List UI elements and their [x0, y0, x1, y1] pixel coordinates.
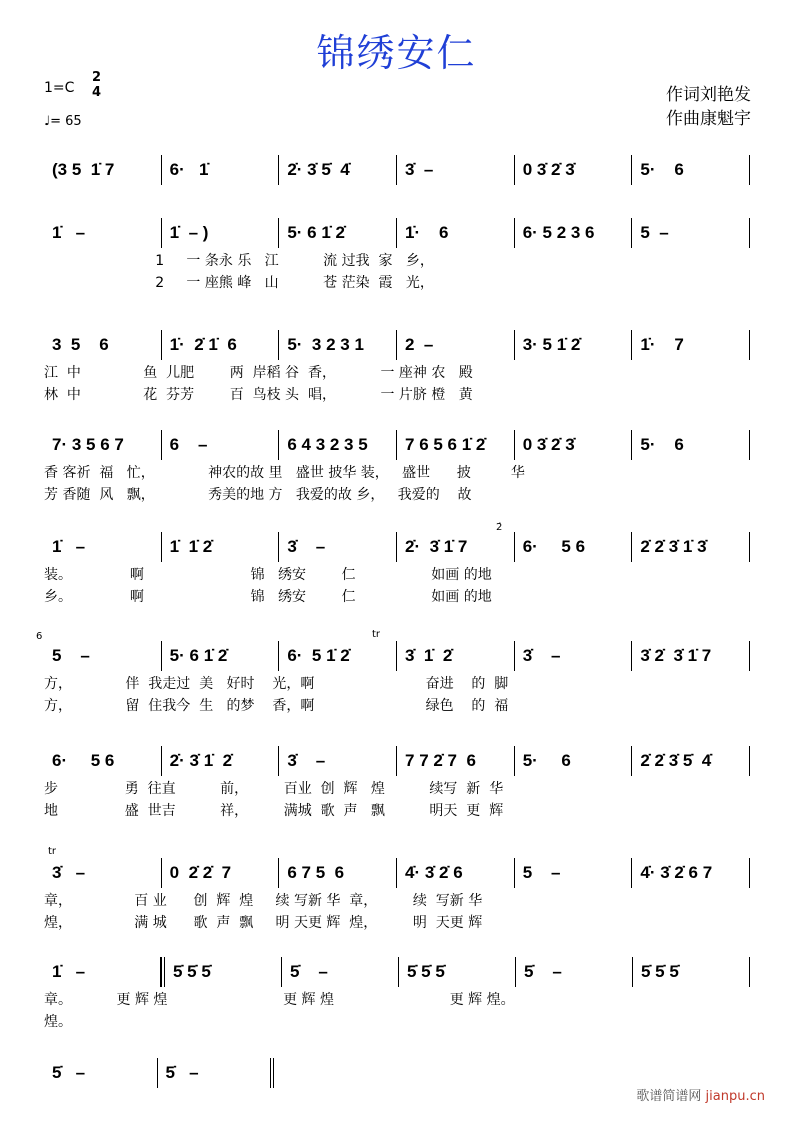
- tempo-marking: ♩= 65: [44, 114, 82, 129]
- measure: 5· 6: [632, 155, 750, 185]
- lyric-line-verse-1: 步 勇 往直 前， 百业 创 辉 煌 续写 新 华: [44, 781, 504, 797]
- score-system: [44, 957, 750, 987]
- measure: 3̇ –: [44, 858, 162, 888]
- time-sig-bottom: 4: [92, 85, 102, 100]
- measure: 5· 6: [632, 430, 750, 460]
- measure: 1̇· 6: [397, 218, 515, 248]
- measure: 5̇ –: [158, 1058, 275, 1088]
- lyric-line-verse-1: 1 一 条永 乐 江 流 过我 家 乡，: [44, 253, 434, 269]
- lyric-line-verse-2: 乡。 啊 锦 绣安 仁 如画 的地: [44, 589, 492, 605]
- measure: 5· 6 1̇ 2̇: [279, 218, 397, 248]
- key-signature: 1=C: [44, 80, 75, 96]
- grace-note: 6: [36, 631, 43, 642]
- measure: 3̇ 2̇ 3̇ 1̇ 7: [632, 641, 750, 671]
- measure: 3̇ 1̇ 2̇: [397, 641, 515, 671]
- measure: 5̇ 5̇ 5̇: [399, 957, 516, 987]
- measure: 6· 5 6: [515, 532, 633, 562]
- measure: 6· 1̇: [162, 155, 280, 185]
- lyric-line-verse-2: 林 中 花 芬芳 百 鸟枝 头 唱， 一 片脐 橙 黄: [44, 387, 473, 403]
- lyric-line-verse-2: 煌， 满 城 歌 声 飘 明 天更 辉 煌， 明 天更 辉: [44, 915, 483, 931]
- measure: 2̇· 3̇ 5̇ 4̇: [279, 155, 397, 185]
- lyric-line-verse-2: 煌。: [44, 1014, 72, 1030]
- measure: 4̇· 3̇ 2̇ 6: [397, 858, 515, 888]
- measure: 0 3̇ 2̇ 3̇: [515, 430, 633, 460]
- measure: 3̇ –: [397, 155, 515, 185]
- composer-credit: 作曲康魁宇: [666, 109, 751, 129]
- lyric-line-verse-2: 2 一 座熊 峰 山 苍 茫染 霞 光，: [44, 275, 434, 291]
- measure: 6· 5 6: [44, 746, 162, 776]
- measure: 7 7 2̇ 7 6: [397, 746, 515, 776]
- measure: 3· 5 1̇ 2̇: [515, 330, 633, 360]
- measure: 6 7 5 6: [279, 858, 397, 888]
- lyric-line-verse-1: 章。 更 辉 煌 更 辉 煌 更 辉 煌。: [44, 992, 515, 1008]
- score-system: [44, 641, 750, 671]
- measure: 5· 6 1̇ 2̇: [162, 641, 280, 671]
- score-system: [44, 1058, 274, 1088]
- measure: 5̇ 5̇ 5̇: [633, 957, 750, 987]
- measure: (3 5 1̇ 7: [44, 155, 162, 185]
- score-system: [44, 746, 750, 776]
- score-system: [44, 858, 750, 888]
- measure: 1̇ –: [44, 218, 162, 248]
- measure: 6· 5 1̇ 2̇: [279, 641, 397, 671]
- measure: 7 6 5 6 1̇ 2̇: [397, 430, 515, 460]
- measure: 1̇ 1̇ 2̇: [162, 532, 280, 562]
- trill-mark: tr: [372, 629, 381, 640]
- measure: 1̇ – ): [162, 218, 280, 248]
- measure: 5 –: [515, 858, 633, 888]
- measure: 5· 3 2 3 1: [279, 330, 397, 360]
- watermark-site: 歌谱简谱网: [636, 1089, 702, 1104]
- lyric-line-verse-2: 芳 香随 风 飘， 秀美的地 方 我爱的故 乡， 我爱的 故: [44, 487, 472, 503]
- measure: 2̇· 3̇ 1̇ 2̇: [162, 746, 280, 776]
- measure: 0 3̇ 2̇ 3̇: [515, 155, 633, 185]
- lyric-line-verse-2: 地 盛 世吉 祥， 满城 歌 声 飘 明天 更 辉: [44, 803, 504, 819]
- score-system: [44, 430, 750, 460]
- measure: 5 –: [632, 218, 750, 248]
- measure: 5· 6: [515, 746, 633, 776]
- measure: 2̇· 3̇ 1̇ 7: [397, 532, 515, 562]
- trill-mark: tr: [48, 846, 57, 857]
- score-system: [44, 155, 750, 185]
- lyric-line-verse-1: 江 中 鱼 儿肥 两 岸稻 谷 香， 一 座神 农 殿: [44, 365, 473, 381]
- watermark: [636, 1085, 765, 1104]
- time-signature: [92, 70, 101, 100]
- lyricist-credit: 作词刘艳发: [666, 85, 751, 105]
- lyric-line-verse-1: 装。 啊 锦 绣安 仁 如画 的地: [44, 567, 492, 583]
- score-system: [44, 218, 750, 248]
- lyric-line-verse-1: 香 客祈 福 忙， 神农的故 里 盛世 披华 装， 盛世 披 华: [44, 465, 525, 481]
- lyric-line-verse-1: 方， 伴 我走过 美 好时 光，啊 奋进 的 脚: [44, 676, 509, 692]
- measure: 0 2̇ 2̇ 7: [162, 858, 280, 888]
- score-system: [44, 532, 750, 562]
- measure: 3̇ –: [279, 532, 397, 562]
- measure: 1̇ –: [44, 957, 161, 987]
- measure: 2̇ 2̇ 3̇ 5̇ 4̇: [632, 746, 750, 776]
- measure: 3̇ –: [515, 641, 633, 671]
- measure: 1̇· 7: [632, 330, 750, 360]
- measure: 2̇ 2̇ 3̇ 1̇ 3̇: [632, 532, 750, 562]
- measure: 6 4 3 2 3 5: [279, 430, 397, 460]
- time-sig-top: 2: [92, 70, 102, 85]
- song-title: 锦绣安仁: [316, 31, 477, 75]
- measure: 4̇· 3̇ 2̇ 6 7: [632, 858, 750, 888]
- measure: 1̇· 2̇ 1̇ 6: [162, 330, 280, 360]
- lyric-line-verse-1: 章， 百 业 创 辉 煌 续 写新 华 章， 续 写新 华: [44, 893, 483, 909]
- measure: 3̇ –: [279, 746, 397, 776]
- measure: 3 5 6: [44, 330, 162, 360]
- measure: 7· 3 5 6 7: [44, 430, 162, 460]
- measure: 1̇ –: [44, 532, 162, 562]
- measure: 5̇ –: [282, 957, 399, 987]
- grace-note: 2̇: [496, 522, 503, 533]
- measure: 6· 5 2 3 6: [515, 218, 633, 248]
- score-system: [44, 330, 750, 360]
- measure: 6 –: [162, 430, 280, 460]
- measure: 2 –: [397, 330, 515, 360]
- lyric-line-verse-2: 方， 留 住我今 生 的梦 香，啊 绿色 的 福: [44, 698, 509, 714]
- measure: 5̇ –: [516, 957, 633, 987]
- measure: 5̇ –: [44, 1058, 158, 1088]
- watermark-domain: jianpu.cn: [705, 1089, 765, 1104]
- measure: 5̇ 5̇ 5̇: [161, 957, 282, 987]
- measure: 5 –: [44, 641, 162, 671]
